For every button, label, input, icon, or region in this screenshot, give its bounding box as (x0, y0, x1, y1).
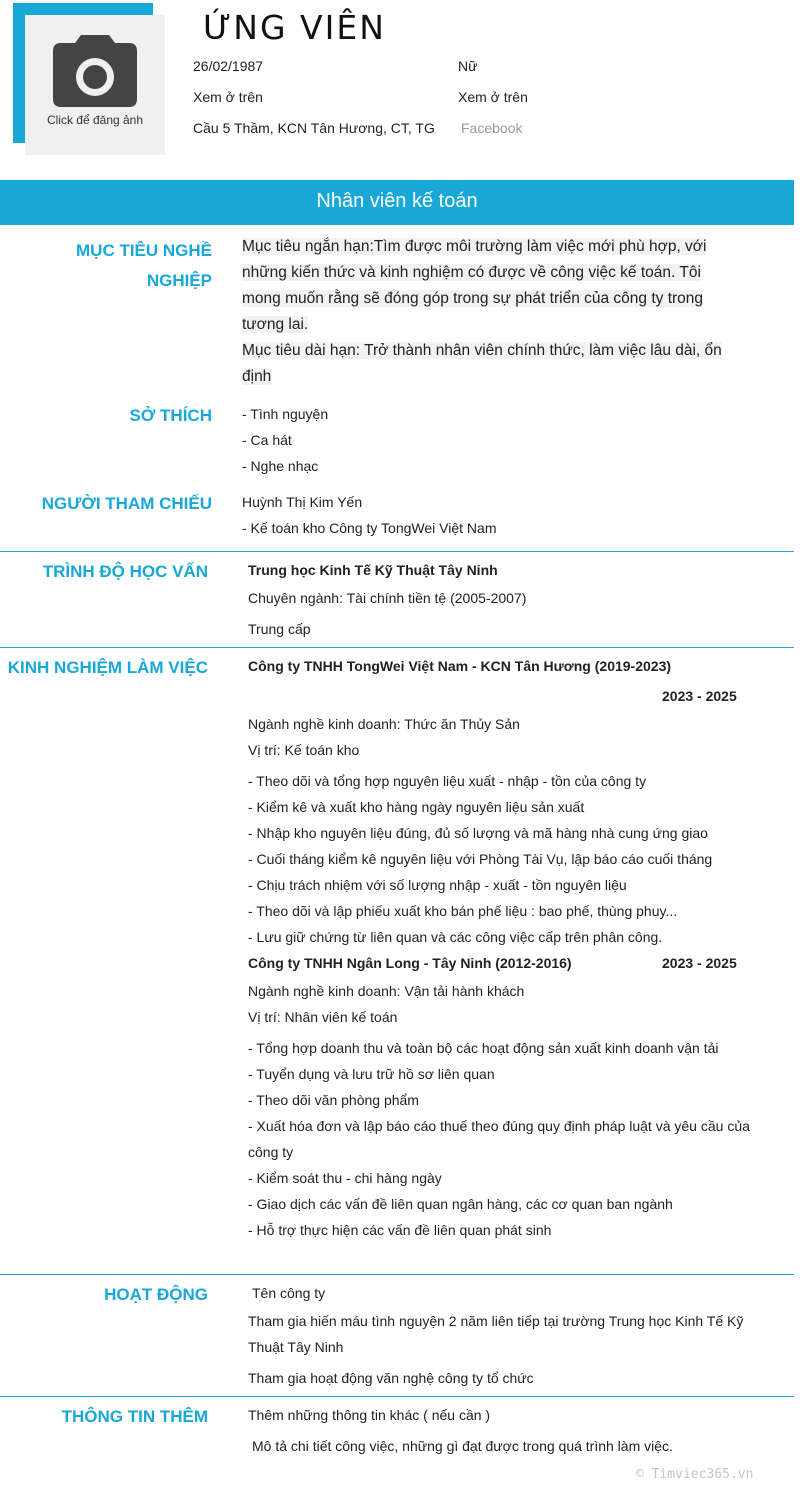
more-info-placeholder[interactable]: Mô tả chi tiết công việc, những gì đạt được trong quá trình làm việc. (252, 1438, 673, 1454)
email-field[interactable]: Xem ở trên (458, 89, 528, 105)
list-item: - Nghe nhạc (242, 458, 319, 474)
job-industry[interactable]: Ngành nghề kinh doanh: Thức ăn Thủy Sản (248, 716, 520, 732)
job-industry[interactable]: Ngành nghề kinh doanh: Vận tải hành khách (248, 983, 525, 999)
list-item: - Cuối tháng kiểm kê nguyên liệu với Phòng Tài Vụ, lập báo cáo cuối tháng (248, 851, 713, 867)
education-major[interactable]: Chuyên ngành: Tài chính tiền tệ (2005-2007) (248, 590, 527, 606)
divider (0, 647, 794, 648)
list-item: - Chịu trách nhiệm với số lượng nhập - xuất - tồn nguyên liệu (248, 877, 627, 893)
list-item: - Theo dõi văn phòng phẩm (248, 1092, 419, 1108)
job-period[interactable]: 2023 - 2025 (662, 955, 737, 971)
job-title-bar[interactable] (0, 180, 794, 225)
job-period[interactable]: 2023 - 2025 (662, 688, 737, 704)
more-info-text[interactable]: Thêm những thông tin khác ( nếu cần ) (248, 1407, 491, 1423)
company-placeholder[interactable]: Tên công ty (252, 1285, 326, 1301)
divider (0, 551, 794, 552)
address-field[interactable]: Cầu 5 Thầm, KCN Tân Hương, CT, TG (193, 120, 435, 136)
list-item: - Hỗ trợ thực hiện các vấn đề liên quan phát sinh (248, 1222, 552, 1238)
phone-field[interactable]: Xem ở trên (193, 89, 263, 105)
divider (0, 1274, 794, 1275)
job-position[interactable]: Vị trí: Kế toán kho (248, 742, 360, 758)
watermark: © Timviec365.vn (636, 1467, 754, 1482)
career-goal-text[interactable]: Mục tiêu ngắn hạn:Tìm được môi trường làm việc mới phù hợp, với những kiến thức và kinh nghiệm có được về công việc kế toán. Tôi mong muốn rằng sẽ đóng góp trong sự phát triển của công ty trong tương lai. Mục tiêu dài hạn: Trở thành nhân viên chính thức, làm việc lâu dài, ổn định (242, 238, 722, 385)
job-duties[interactable] (248, 768, 712, 950)
section-education-heading: TRÌNH ĐỘ HỌC VẤN (42, 562, 208, 581)
gender-field[interactable]: Nữ (458, 58, 478, 74)
list-item: - Tổng hợp doanh thu và toàn bộ các hoạt động sản xuất kinh doanh vận tải (248, 1040, 719, 1056)
list-item: - Giao dịch các vấn đề liên quan ngân hàng, các cơ quan ban ngành (248, 1196, 673, 1212)
hobbies-list[interactable] (242, 401, 328, 479)
section-career-goal-heading: MỤC TIÊU NGHỀ NGHIỆP (76, 241, 212, 290)
job-position[interactable]: Vị trí: Nhân viên kế toán (248, 1009, 398, 1025)
job-title: Nhân viên kế toán (316, 190, 478, 212)
list-item: - Kiểm kê và xuất kho hàng ngày nguyên liệu sản xuất (248, 799, 585, 815)
camera-icon (53, 35, 137, 107)
reference-detail: - Kế toán kho Công ty TongWei Việt Nam (242, 520, 497, 536)
avatar-upload[interactable] (25, 15, 165, 155)
list-item: - Ca hát (242, 432, 292, 448)
list-item: - Theo dõi và tổng hợp nguyên liệu xuất - nhập - tồn của công ty (248, 773, 647, 789)
list-item: công ty (248, 1144, 294, 1160)
job-duties[interactable] (248, 1035, 750, 1243)
section-hobbies-heading: SỞ THÍCH (129, 406, 212, 425)
list-item: - Tuyển dụng và lưu trữ hồ sơ liên quan (248, 1066, 495, 1082)
photo-caption: Click để đăng ảnh (46, 113, 144, 127)
facebook-field[interactable]: Facebook (461, 120, 523, 136)
section-reference-heading: NGƯỜI THAM CHIẾU (41, 494, 212, 513)
list-item: - Theo dõi và lập phiếu xuất kho bán phế liệu : bao phế, thùng phuy... (248, 903, 678, 919)
section-activities-heading: HOẠT ĐỘNG (104, 1285, 208, 1304)
list-item: - Tình nguyện (242, 406, 329, 422)
candidate-name: ỨNG VIÊN (203, 8, 386, 47)
reference-name: Huỳnh Thị Kim Yến (242, 494, 363, 510)
section-more-info-heading: THÔNG TIN THÊM (61, 1407, 208, 1426)
list-item: - Kiểm soát thu - chi hàng ngày (248, 1170, 442, 1186)
activities-text[interactable]: Tham gia hiến máu tình nguyện 2 năm liên tiếp tại trường Trung học Kinh Tế Kỹ Thuật Tây Ninh (248, 1313, 744, 1355)
job-company[interactable]: Công ty TNHH Ngân Long - Tây Ninh (2012-2016) (248, 955, 572, 971)
job-company[interactable]: Công ty TNHH TongWei Việt Nam - KCN Tân Hương (2019-2023) (248, 658, 672, 674)
list-item: - Lưu giữ chứng từ liên quan và các công việc cấp trên phân công. (248, 929, 663, 945)
reference-block[interactable] (242, 489, 496, 541)
list-item: - Nhập kho nguyên liệu đúng, đủ số lượng và mã hàng nhà cung ứng giao (248, 825, 708, 841)
activities-text-2[interactable]: Tham gia hoạt động văn nghệ công ty tổ chức (248, 1370, 534, 1386)
dob-field[interactable]: 26/02/1987 (193, 58, 264, 74)
school-name[interactable]: Trung học Kinh Tế Kỹ Thuật Tây Ninh (248, 562, 498, 578)
education-level[interactable]: Trung cấp (248, 621, 311, 637)
list-item: - Xuất hóa đơn và lập báo cáo thuế theo đúng quy định pháp luật và yêu cầu của (248, 1118, 750, 1134)
section-experience-heading: KINH NGHIỆM LÀM VIỆC (7, 658, 208, 677)
divider (0, 1396, 794, 1397)
